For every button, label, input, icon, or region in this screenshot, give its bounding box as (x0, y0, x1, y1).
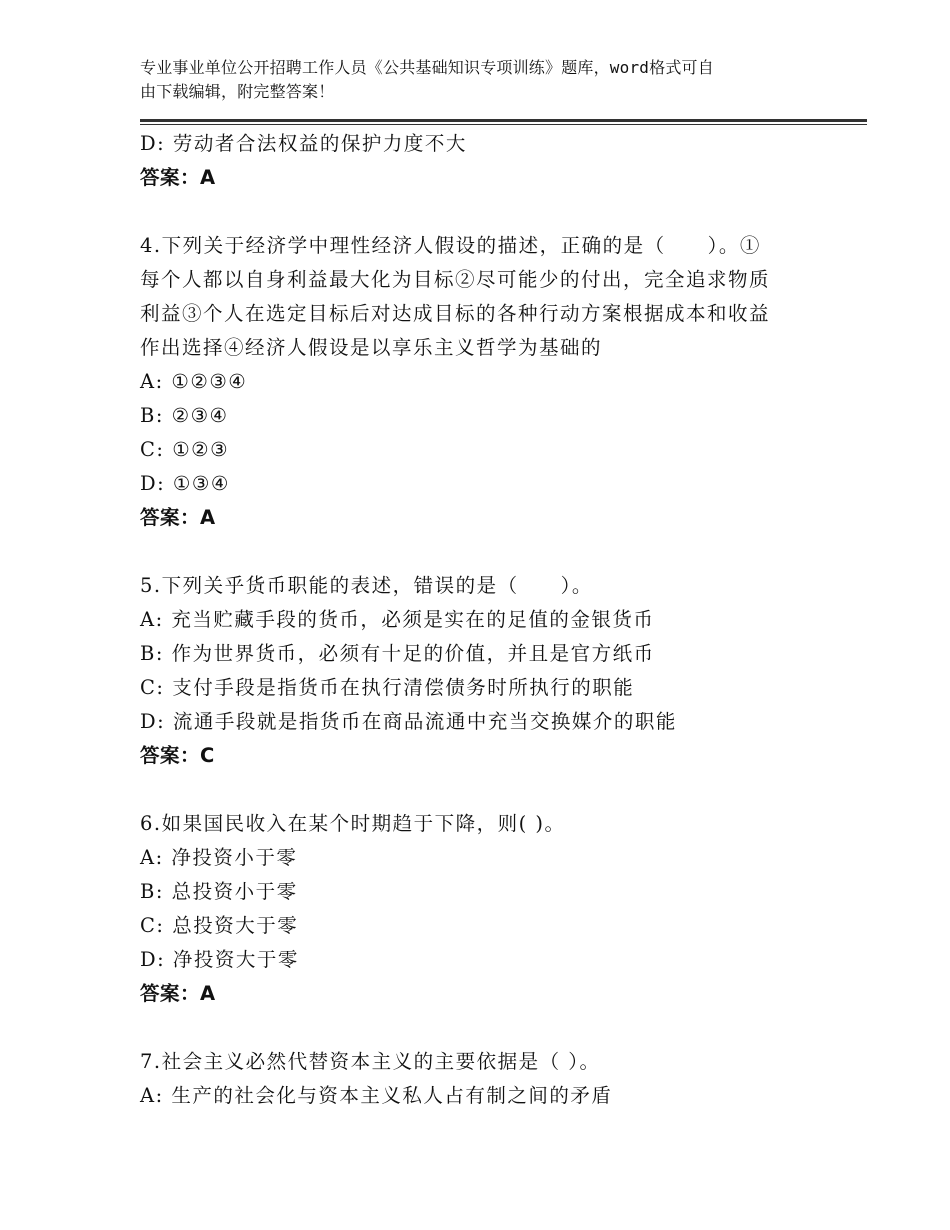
q6-stem: 6.如果国民收入在某个时期趋于下降，则( )。 (140, 812, 566, 835)
question-4 (140, 229, 820, 535)
spacer (140, 535, 820, 569)
q4-option-d: D: ①③④ (140, 472, 230, 495)
q7-stem: 7.社会主义必然代替资本主义的主要依据是（ ）。 (140, 1050, 601, 1073)
q4-stem-line: 作出选择④经济人假设是以享乐主义哲学为基础的 (140, 336, 603, 359)
q5-answer: 答案：C (140, 744, 215, 767)
q3-option-d: D: 劳动者合法权益的保护力度不大 (140, 132, 467, 155)
question-5 (140, 569, 820, 773)
q3-answer: 答案：A (140, 166, 216, 189)
q6-option-a: A: 净投资小于零 (140, 846, 298, 869)
q4-stem-line: 利益③个人在选定目标后对达成目标的各种行动方案根据成本和收益 (140, 302, 771, 325)
header-line-2: 由下载编辑，附完整答案！ (140, 82, 335, 101)
q4-option-c: C: ①②③ (140, 438, 230, 461)
spacer (140, 1011, 820, 1045)
q5-option-d: D: 流通手段就是指货币在商品流通中充当交换媒介的职能 (140, 710, 677, 733)
q4-option-a: A: ①②③④ (140, 370, 248, 393)
document-header (140, 56, 820, 104)
q5-option-a: A: 充当贮藏手段的货币，必须是实在的足值的金银货币 (140, 608, 655, 631)
header-divider-thick (140, 119, 867, 122)
question-content (140, 127, 820, 1113)
q7-option-a: A: 生产的社会化与资本主义私人占有制之间的矛盾 (140, 1084, 613, 1107)
q6-answer: 答案：A (140, 982, 216, 1005)
question-7 (140, 1045, 820, 1113)
q6-option-b: B: 总投资小于零 (140, 880, 298, 903)
q4-option-b: B: ②③④ (140, 404, 229, 427)
q5-option-b: B: 作为世界货币，必须有十足的价值，并且是官方纸币 (140, 642, 655, 665)
header-divider-thin (140, 124, 867, 125)
q5-option-c: C: 支付手段是指货币在执行清偿债务时所执行的职能 (140, 676, 635, 699)
spacer (140, 195, 820, 229)
question-3 (140, 127, 820, 195)
q4-stem-line: 每个人都以自身利益最大化为目标②尽可能少的付出，完全追求物质 (140, 268, 771, 291)
header-line-1: 专业事业单位公开招聘工作人员《公共基础知识专项训练》题库，word格式可自 (140, 58, 714, 77)
q6-option-c: C: 总投资大于零 (140, 914, 299, 937)
question-6 (140, 807, 820, 1011)
q5-stem: 5.下列关乎货币职能的表述，错误的是（ ）。 (140, 574, 593, 597)
q4-stem-line: 4.下列关于经济学中理性经济人假设的描述，正确的是（ ）。① (140, 234, 761, 257)
q4-answer: 答案：A (140, 506, 216, 529)
q6-option-d: D: 净投资大于零 (140, 948, 299, 971)
spacer (140, 773, 820, 807)
